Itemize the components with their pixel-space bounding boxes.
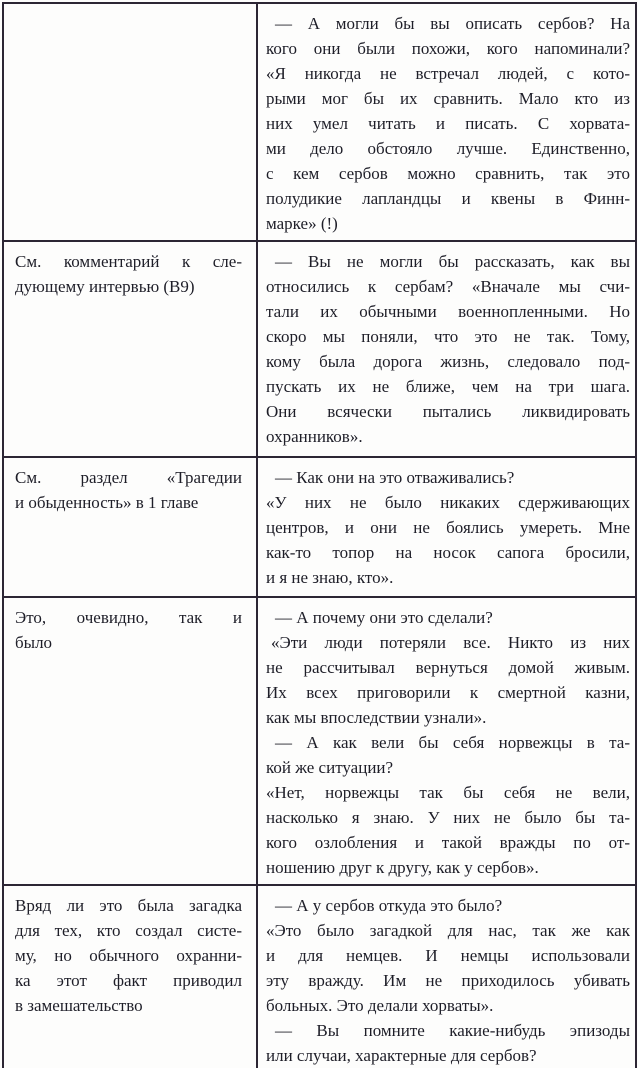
text-line: и для немцев. И немцы использовали xyxy=(266,946,630,965)
paragraph xyxy=(266,918,630,1018)
interview-cell xyxy=(257,597,636,885)
text-line: и я не знаю, кто». xyxy=(266,568,394,587)
text-line: ка этот факт приводил xyxy=(15,971,242,990)
text-line: «Это было загадкой для нас, так же как xyxy=(266,921,630,940)
text-line: или случаи, характерные для сербов? xyxy=(266,1046,537,1065)
text-line: эту вражду. Им не приходилось убивать xyxy=(266,971,630,990)
text-line: му, но обычного охранни- xyxy=(15,946,242,965)
table-row xyxy=(3,457,636,597)
interview-cell xyxy=(257,241,636,457)
paragraph xyxy=(266,249,630,449)
paragraph xyxy=(266,630,630,730)
interview-cell xyxy=(257,457,636,597)
paragraph xyxy=(15,605,242,655)
table-row xyxy=(3,885,636,1068)
text-line: — А могли бы вы описать сербов? На xyxy=(275,14,630,33)
commentary-cell xyxy=(3,457,257,597)
text-line: См. раздел «Трагедии xyxy=(15,468,242,487)
text-line: как мы впоследствии узнали». xyxy=(266,708,487,727)
text-line: тали их обычными военнопленными. Но xyxy=(266,302,630,321)
interview-cell xyxy=(257,3,636,241)
text-line: полудикие лапландцы и квены в Финн- xyxy=(266,189,630,208)
text-line: не рассчитывал вернуться домой живым. xyxy=(266,658,630,677)
paragraph xyxy=(266,11,630,236)
text-line: насколько я знаю. У них не было бы та- xyxy=(266,808,630,827)
text-line: дующему интервью (В9) xyxy=(15,277,195,296)
text-line: Их всех приговорили к смертной казни, xyxy=(266,683,630,702)
text-line: кой же ситуации? xyxy=(266,758,394,777)
book-page xyxy=(0,2,638,1068)
text-line: — А как вели бы себя норвежцы в та- xyxy=(275,733,630,752)
text-line: Они всячески пытались ликвидировать xyxy=(266,402,630,421)
text-line: «У них не было никаких сдерживающих xyxy=(266,493,630,512)
paragraph xyxy=(266,465,630,490)
text-line: относились к сербам? «Вначале мы счи- xyxy=(266,277,630,296)
text-line: — Вы не могли бы рассказать, как вы xyxy=(275,252,630,271)
text-line: ми дело обстояло лучше. Единственно, xyxy=(266,139,630,158)
text-line: «Эти люди потеряли все. Никто из них xyxy=(271,633,630,652)
text-line: «Я никогда не встречал людей, с кото- xyxy=(266,64,630,83)
text-line: них умел читать и писать. С хорвата- xyxy=(266,114,630,133)
text-line: «Нет, норвежцы так бы себя не вели, xyxy=(266,783,630,802)
text-line: и обыденность» в 1 главе xyxy=(15,493,199,512)
text-line: в замешательство xyxy=(15,996,143,1015)
text-line: рыми мог бы их сравнить. Мало кто из xyxy=(266,89,630,108)
text-line: марке» (!) xyxy=(266,214,338,233)
paragraph xyxy=(266,893,630,918)
text-line: Это, очевидно, так и xyxy=(15,608,242,627)
text-line: кого они были похожи, кого напоминали? xyxy=(266,39,630,58)
paragraph xyxy=(266,605,630,630)
commentary-cell xyxy=(3,885,257,1068)
text-line: Вряд ли это была загадка xyxy=(15,896,242,915)
table-row xyxy=(3,3,636,241)
table-body xyxy=(3,3,636,1068)
paragraph xyxy=(15,465,242,515)
text-line: для тех, кто создал систе- xyxy=(15,921,242,940)
text-line: — Вы помните какие-нибудь эпизоды xyxy=(275,1021,630,1040)
interview-table xyxy=(2,2,637,1068)
text-line: центров, и они не боялись умереть. Мне xyxy=(266,518,630,537)
paragraph xyxy=(266,780,630,880)
text-line: — А у сербов откуда это было? xyxy=(275,896,503,915)
text-line: скоро мы поняли, что это не так. Тому, xyxy=(266,327,630,346)
table-row xyxy=(3,241,636,457)
text-line: ношению друг к другу, как у сербов». xyxy=(266,858,539,877)
commentary-cell xyxy=(3,3,257,241)
text-line: кого озлобления и такой вражды по от- xyxy=(266,833,630,852)
paragraph xyxy=(266,1018,630,1068)
text-line: — Как они на это отваживались? xyxy=(275,468,515,487)
paragraph xyxy=(266,490,630,590)
text-line: было xyxy=(15,633,53,652)
text-line: кому была дорога жизнь, следовало под- xyxy=(266,352,630,371)
commentary-cell xyxy=(3,597,257,885)
interview-cell xyxy=(257,885,636,1068)
table-row xyxy=(3,597,636,885)
text-line: как-то топор на носок сапога бросили, xyxy=(266,543,630,562)
paragraph xyxy=(15,893,242,1018)
paragraph xyxy=(266,730,630,780)
text-line: охранников». xyxy=(266,427,363,446)
commentary-cell xyxy=(3,241,257,457)
paragraph xyxy=(15,249,242,299)
text-line: — А почему они это сделали? xyxy=(275,608,493,627)
text-line: больных. Это делали хорваты». xyxy=(266,996,494,1015)
text-line: См. комментарий к сле- xyxy=(15,252,242,271)
text-line: пускать их не ближе, чем на три шага. xyxy=(266,377,630,396)
text-line: с кем сербов можно сравнить, так это xyxy=(266,164,630,183)
